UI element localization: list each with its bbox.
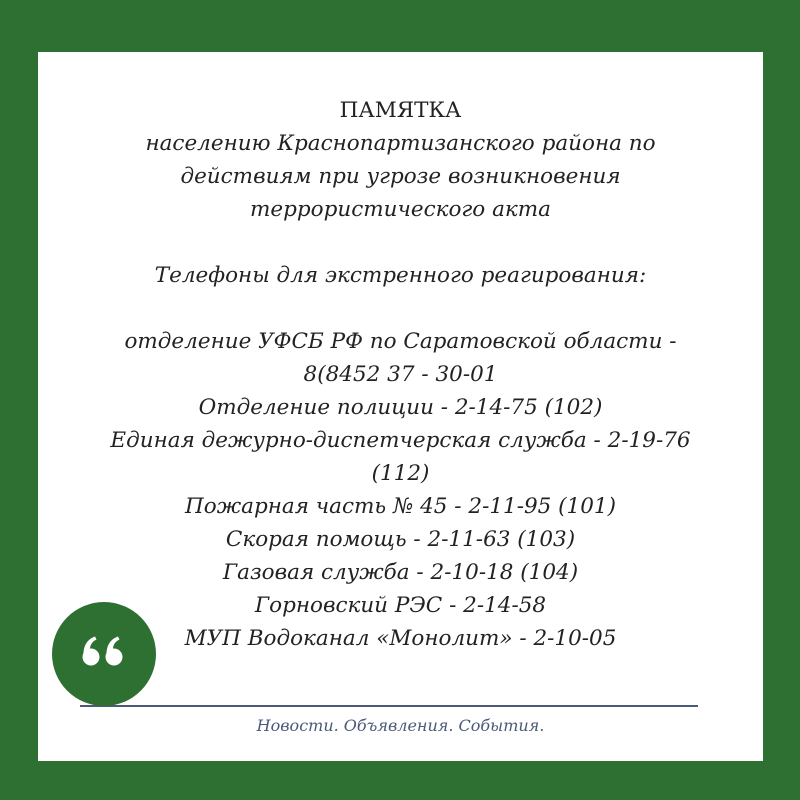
- contact-line: 8(8452 37 - 30-01: [303, 362, 498, 387]
- contact-line: отделение УФСБ РФ по Саратовской области -: [124, 329, 677, 354]
- memo-subtitle-line: террористического акта: [250, 197, 551, 222]
- contact-line: МУП Водоканал «Монолит» - 2-10-05: [184, 626, 617, 651]
- footer-divider: [80, 705, 698, 707]
- contact-line: Скорая помощь - 2-11-63 (103): [225, 527, 576, 552]
- quote-badge: [52, 602, 156, 706]
- contact-line: (112): [371, 461, 430, 486]
- memo-title: ПАМЯТКА: [339, 98, 462, 123]
- double-quote-icon: [52, 602, 156, 706]
- memo-content: [38, 94, 763, 655]
- contact-line: Пожарная часть № 45 - 2-11-95 (101): [185, 494, 616, 519]
- memo-subtitle-line: действиям при угрозе возникновения: [180, 164, 621, 189]
- contact-line: Единая дежурно-диспетчерская служба - 2-19-76: [110, 428, 691, 453]
- memo-subtitle-line: населению Краснопартизанского района по: [145, 131, 656, 156]
- contact-line: Газовая служба - 2-10-18 (104): [222, 560, 579, 585]
- contact-line: Горновский РЭС - 2-14-58: [254, 593, 547, 618]
- phones-heading: Телефоны для экстренного реагирования:: [154, 263, 647, 288]
- contact-line: Отделение полиции - 2-14-75 (102): [198, 395, 603, 420]
- footer-text: Новости. Объявления. События.: [256, 716, 545, 735]
